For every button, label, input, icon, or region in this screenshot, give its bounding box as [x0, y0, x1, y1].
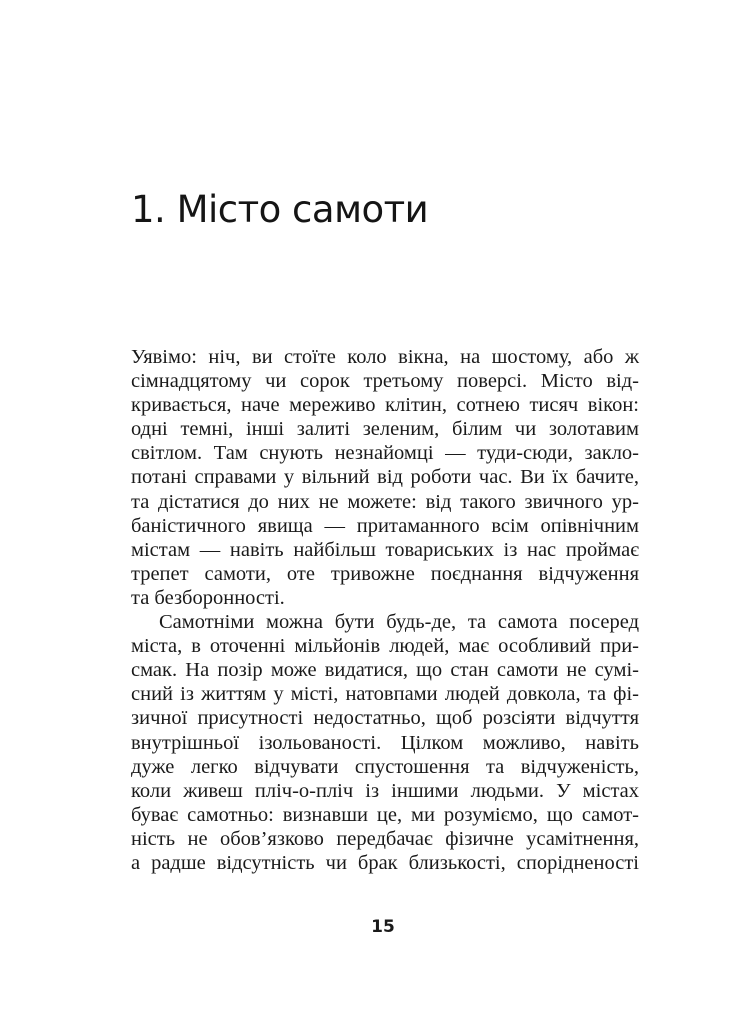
body-text	[131, 345, 639, 875]
text-line: ність не обов’язково передбачає фізичне усамітнення,	[131, 827, 639, 850]
page-number: 15	[371, 917, 395, 937]
text-line: сний із життям у місті, натовпами людей довкола, та фі-	[131, 683, 639, 706]
text-line: а радше відсутність чи брак близькості, спорідненості	[131, 851, 639, 874]
text-line: дуже легко відчувати спустошення та відчуженість,	[131, 755, 639, 778]
paragraph-1	[131, 345, 639, 610]
text-line: Уявімо: ніч, ви стоїте коло вікна, на шостому, або ж	[131, 346, 639, 368]
text-line: та дістатися до них не можете: від такого звичного ур-	[131, 490, 639, 513]
text-line: смак. На позір може видатися, що стан самоти не сумі-	[131, 659, 639, 682]
text-line: містам — навіть найбільш товариських із нас проймає	[131, 538, 639, 561]
chapter-title: 1. Місто самоти	[131, 188, 429, 231]
text-line: потані справами у вільний від роботи час. Ви їх бачите,	[131, 466, 639, 489]
text-line: та безборонності.	[131, 586, 285, 609]
text-line: внутрішньої ізольованості. Цілком можливо, навіть	[131, 731, 639, 754]
text-line: кривається, наче мереживо клітин, сотнею тисяч вікон:	[131, 394, 639, 417]
text-line: одні темні, інші залиті зеленим, білим чи золотавим	[131, 418, 639, 441]
text-line: світлом. Там снують незнайомці — туди-сюди, закло-	[131, 442, 639, 465]
text-line: Самотніми можна бути будь-де, та самота посеред	[159, 611, 639, 634]
text-line: баністичного явища — притаманного всім опівнічним	[131, 514, 639, 537]
text-line: зичної присутності недостатньо, щоб розсіяти відчуття	[131, 707, 639, 730]
text-line: сімнадцятому чи сорок третьому поверсі. Місто від-	[131, 370, 639, 393]
paragraph-2	[131, 610, 639, 875]
text-line: трепет самоти, оте тривожне поєднання відчуження	[131, 562, 639, 585]
text-line: буває самотньо: визнавши це, ми розуміємо, що самот-	[131, 803, 639, 826]
text-line: міста, в оточенні мільйонів людей, має особливий при-	[131, 635, 639, 658]
text-line: коли живеш пліч-о-пліч із іншими людьми. У містах	[131, 779, 639, 802]
